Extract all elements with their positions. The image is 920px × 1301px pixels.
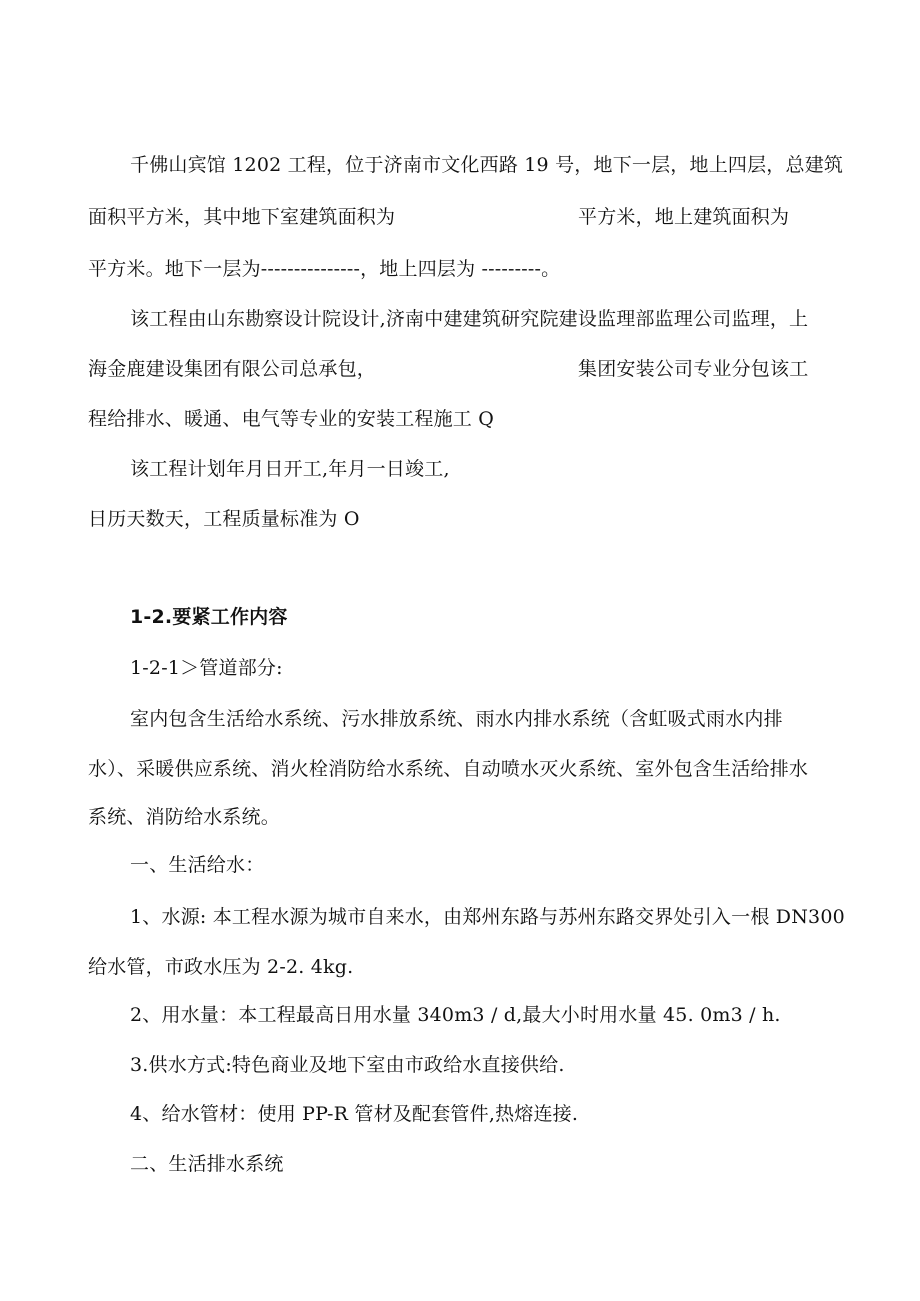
water-source-line2: 给水管，市政水压为 2-2. 4kg.: [88, 956, 354, 978]
overview-para2-line2b: 集团安装公司专业分包该工: [578, 358, 809, 380]
pipes-intro-line1: 室内包含生活给水系统、污水排放系统、雨水内排水系统（含虹吸式雨水内排: [130, 708, 783, 730]
water-supply-title: 一、生活给水：: [130, 854, 265, 876]
overview-para3-line1: 该工程计划年月日开工,年月一日竣工,: [130, 458, 450, 480]
overview-para1-line2b: 平方米，地上建筑面积为: [578, 206, 790, 228]
overview-para1-line2a: 面积平方米，其中地下室建筑面积为: [88, 206, 396, 228]
supply-method: 3.供水方式:特色商业及地下室由市政给水直接供给.: [130, 1054, 565, 1076]
overview-para1-line3: 平方米。地下一层为---------------，地上四层为 ---------。: [88, 258, 561, 280]
overview-para1-line1: 千佛山宾馆 1202 工程，位于济南市文化西路 19 号，地下一层，地上四层，总建筑: [130, 154, 844, 176]
section-heading: 1-2.要紧工作内容: [130, 606, 288, 628]
pipes-intro-line2: 水）、采暖供应系统、消火栓消防给水系统、自动喷水灭火系统、室外包含生活给排水: [88, 758, 809, 780]
pipe-material: 4、给水管材：使用 PP-R 管材及配套管件,热熔连接.: [130, 1103, 579, 1125]
overview-para3-line2: 日历天数天，工程质量标准为 O: [88, 508, 360, 530]
pipes-intro-line3: 系统、消防给水系统。: [88, 806, 281, 828]
water-source-line1: 1、水源: 本工程水源为城市自来水，由郑州东路与苏州东路交界处引入一根 DN300: [130, 906, 845, 928]
overview-para2-line1: 该工程由山东勘察设计院设计,济南中建建筑研究院建设监理部监理公司监理，上: [130, 308, 809, 330]
water-consumption: 2、用水量：本工程最高日用水量 340m3 / d,最大小时用水量 45. 0m3 / h.: [130, 1004, 781, 1026]
overview-para2-line3: 程给排水、暖通、电气等专业的安装工程施工 Q: [88, 408, 495, 430]
drainage-title: 二、生活排水系统: [130, 1153, 284, 1175]
overview-para2-line2a: 海金鹿建设集团有限公司总承包，: [88, 358, 377, 380]
subsection-pipes: 1-2-1＞管道部分:: [130, 657, 283, 679]
